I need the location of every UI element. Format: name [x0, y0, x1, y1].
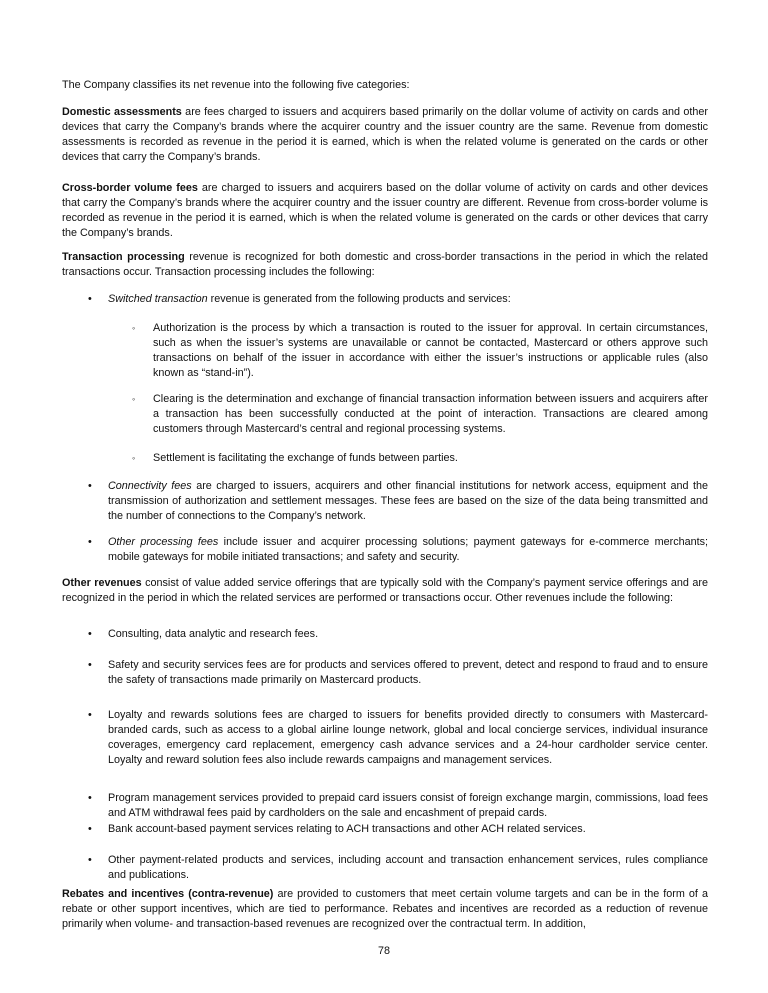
term: Rebates and incentives (contra-revenue)	[62, 888, 274, 900]
term: Connectivity fees	[108, 480, 192, 492]
rebates-paragraph	[62, 887, 708, 932]
body: Loyalty and rewards solutions fees are charged to issuers for benefits provided directly to consumers with Mastercard-branded cards, such as access to a global airline lounge network, global and local concierge services, individual insurance coverages, emergency card replacement, emergency cash advance services and a 24-hour cardholder service center. Loyalty and reward solution fees also include rewards campaigns and management services.	[108, 709, 708, 766]
body: are charged to issuers, acquirers and other financial institutions for network access, equipment and the transmission of authorization and settlement messages. These fees are based on the size of the data being transmitted and the number of connections to the Company’s network.	[108, 480, 708, 522]
list-item	[88, 853, 708, 883]
body: Safety and security services fees are for products and services offered to prevent, detect and respond to fraud and to ensure the safety of transactions made primarily on Mastercard products.	[108, 659, 708, 686]
body: revenue is recognized for both domestic and cross-border transactions in the period in which the related transactions occur. Transaction processing includes the following:	[62, 251, 708, 278]
body: revenue is generated from the following products and services:	[207, 293, 511, 305]
sub-list-item	[132, 451, 708, 466]
body: are fees charged to issuers and acquirers based primarily on the dollar volume of activity on cards and other devices that carry the Company’s brands where the acquirer country and the issuer country are the same. Revenue from domestic assessments is recorded as revenue in the period it is earned, which is when the related volume is generated on the cards or other devices that carry the Company’s brands.	[62, 106, 708, 163]
bullet-icon: •	[88, 823, 92, 835]
body: Bank account-based payment services relating to ACH transactions and other ACH related services.	[108, 823, 586, 835]
bullet-icon: •	[88, 293, 92, 305]
list-item	[88, 791, 708, 821]
bullet-icon: •	[88, 854, 92, 866]
body: consist of value added service offerings that are typically sold with the Company’s payment service offerings and are recognized in the period in which the related services are performed or transactions occur. Other revenues include the following:	[62, 577, 708, 604]
bullet-icon: •	[88, 628, 92, 640]
list-item	[88, 479, 708, 524]
page-number: 78	[377, 945, 390, 957]
body: Settlement is facilitating the exchange of funds between parties.	[153, 452, 458, 464]
bullet-icon: •	[88, 709, 92, 721]
domestic-assessments-paragraph	[62, 105, 708, 165]
term: Cross-border volume fees	[62, 182, 198, 194]
body: Consulting, data analytic and research fees.	[108, 628, 319, 640]
sub-list-item	[132, 321, 708, 381]
list-item	[88, 658, 708, 688]
body: include issuer and acquirer processing solutions; payment gateways for e-commerce merchants; mobile gateways for mobile initiated transactions; and safety and security.	[108, 536, 709, 563]
list-item	[88, 822, 708, 837]
sub-list-item	[132, 392, 708, 437]
bullet-icon: •	[88, 792, 92, 804]
list-item	[88, 708, 708, 768]
body: Authorization is the process by which a transaction is routed to the issuer for approval. In certain circumstances, such as when the issuer’s systems are unavailable or cannot be contacted, Mastercard or others approve such transactions on behalf of the issuer in accordance with either the issuer’s instructions or applicable rules (also known as “stand-in”).	[153, 322, 708, 379]
sub-bullet-icon: ◦	[132, 394, 136, 404]
sub-bullet-icon: ◦	[132, 453, 136, 463]
cross-border-paragraph	[62, 181, 708, 241]
transaction-processing-paragraph	[62, 250, 708, 280]
term: Domestic assessments	[62, 106, 182, 118]
body: are provided to customers that meet certain volume targets and can be in the form of a rebate or other support incentives, which are tied to performance. Rebates and incentives are recorded as a reduction of revenue primarily when volume- and transaction-based revenues are recognized over the contractual term. In addition,	[62, 888, 708, 930]
list-item	[88, 292, 708, 307]
body: are charged to issuers and acquirers based on the dollar volume of activity on cards and other devices that carry the Company’s brands where the acquirer country and the issuer country are different. Revenue from cross-border volume is recorded as revenue in the period it is earned, which is when the related volume is generated on the cards or other devices that carry the Company’s brands.	[62, 182, 708, 239]
bullet-icon: •	[88, 536, 92, 548]
body: Program management services provided to prepaid card issuers consist of foreign exchange margin, commissions, load fees and ATM withdrawal fees paid by cardholders on the sale and encashment of prepaid cards.	[108, 792, 708, 819]
intro-paragraph: The Company classifies its net revenue into the following five categories:	[62, 79, 410, 91]
body: Other payment-related products and services, including account and transaction enhancement services, rules compliance and publications.	[108, 854, 708, 881]
bullet-icon: •	[88, 480, 92, 492]
list-item	[88, 535, 709, 565]
term: Transaction processing	[62, 251, 185, 263]
sub-bullet-icon: ◦	[132, 323, 136, 333]
term: Other revenues	[62, 577, 142, 589]
term: Switched transaction	[108, 293, 208, 305]
other-revenues-paragraph	[62, 576, 708, 606]
list-item	[88, 627, 708, 642]
bullet-icon: •	[88, 659, 92, 671]
body: Clearing is the determination and exchange of financial transaction information between issuers and acquirers after a transaction has been successfully conducted at the point of interaction. Transactions are cleared among customers through Mastercard’s central and regional processing systems.	[153, 393, 708, 435]
term: Other processing fees	[108, 536, 219, 548]
